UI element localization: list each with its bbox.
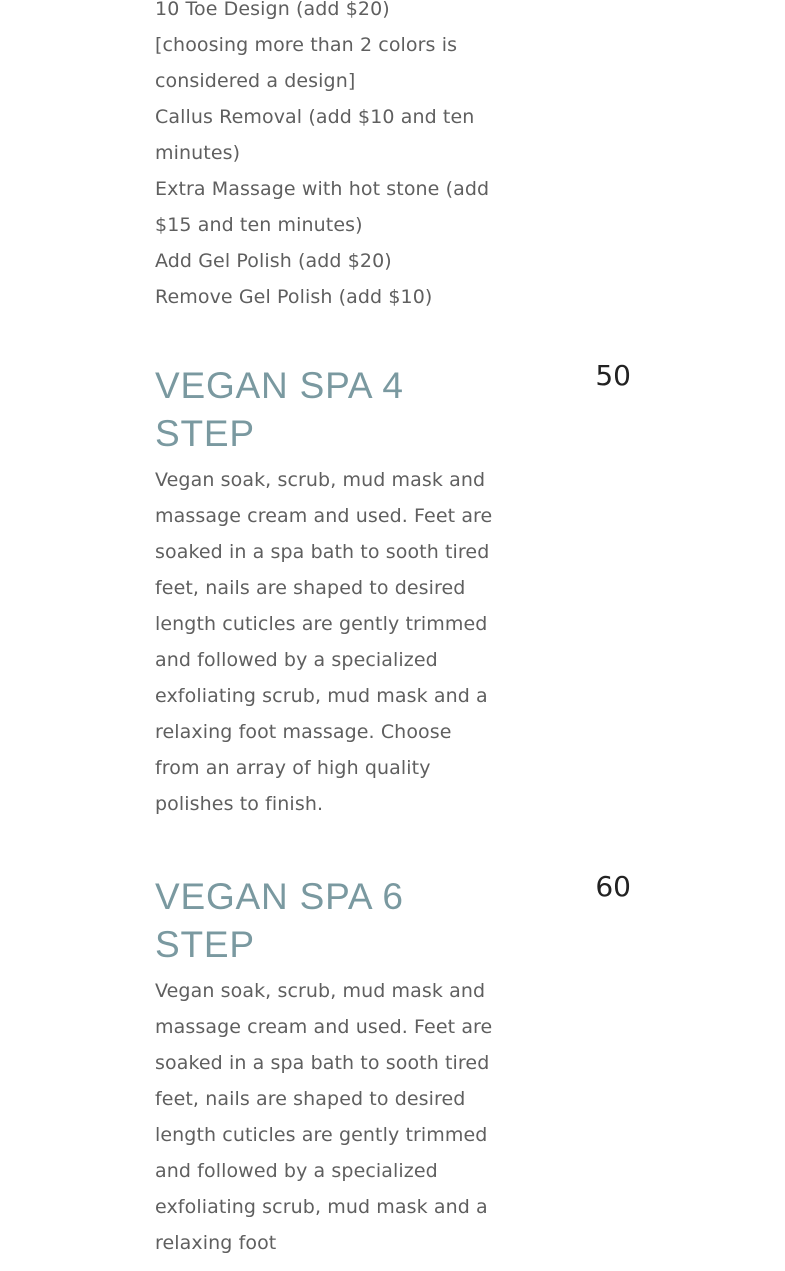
- addon-item: Add Gel Polish (add $20): [155, 250, 392, 272]
- service-title: VEGAN SPA 4 STEP: [155, 365, 404, 454]
- service-price: 50: [595, 359, 631, 392]
- addon-item: Callus Removal (add $10 and ten minutes): [155, 106, 475, 164]
- service-vegan-spa-4-step: [155, 359, 635, 822]
- service-title: VEGAN SPA 6 STEP: [155, 876, 404, 965]
- addon-item: Extra Massage with hot stone (add $15 and ten minutes): [155, 178, 490, 236]
- addon-item: [choosing more than 2 colors is considered a design]: [155, 34, 458, 92]
- service-vegan-spa-6-step: [155, 870, 635, 1261]
- service-price: 60: [595, 870, 631, 903]
- addon-item: 10 Toe Design (add $20): [155, 0, 390, 20]
- service-description: Vegan soak, scrub, mud mask and massage cream and used. Feet are soaked in a spa bath to sooth tired feet, nails are shaped to desired length cuticles are gently trimmed and followed by a specialized exfoliating scrub, mud mask and a relaxing foot massage. Choose from an array of high quality polishes to finish.: [155, 469, 493, 815]
- service-description: Vegan soak, scrub, mud mask and massage cream and used. Feet are soaked in a spa bath to sooth tired feet, nails are shaped to desired length cuticles are gently trimmed and followed by a specialized exfoliating scrub, mud mask and a relaxing foot: [155, 980, 493, 1254]
- addon-list: [155, 0, 500, 315]
- addon-item: Remove Gel Polish (add $10): [155, 286, 433, 308]
